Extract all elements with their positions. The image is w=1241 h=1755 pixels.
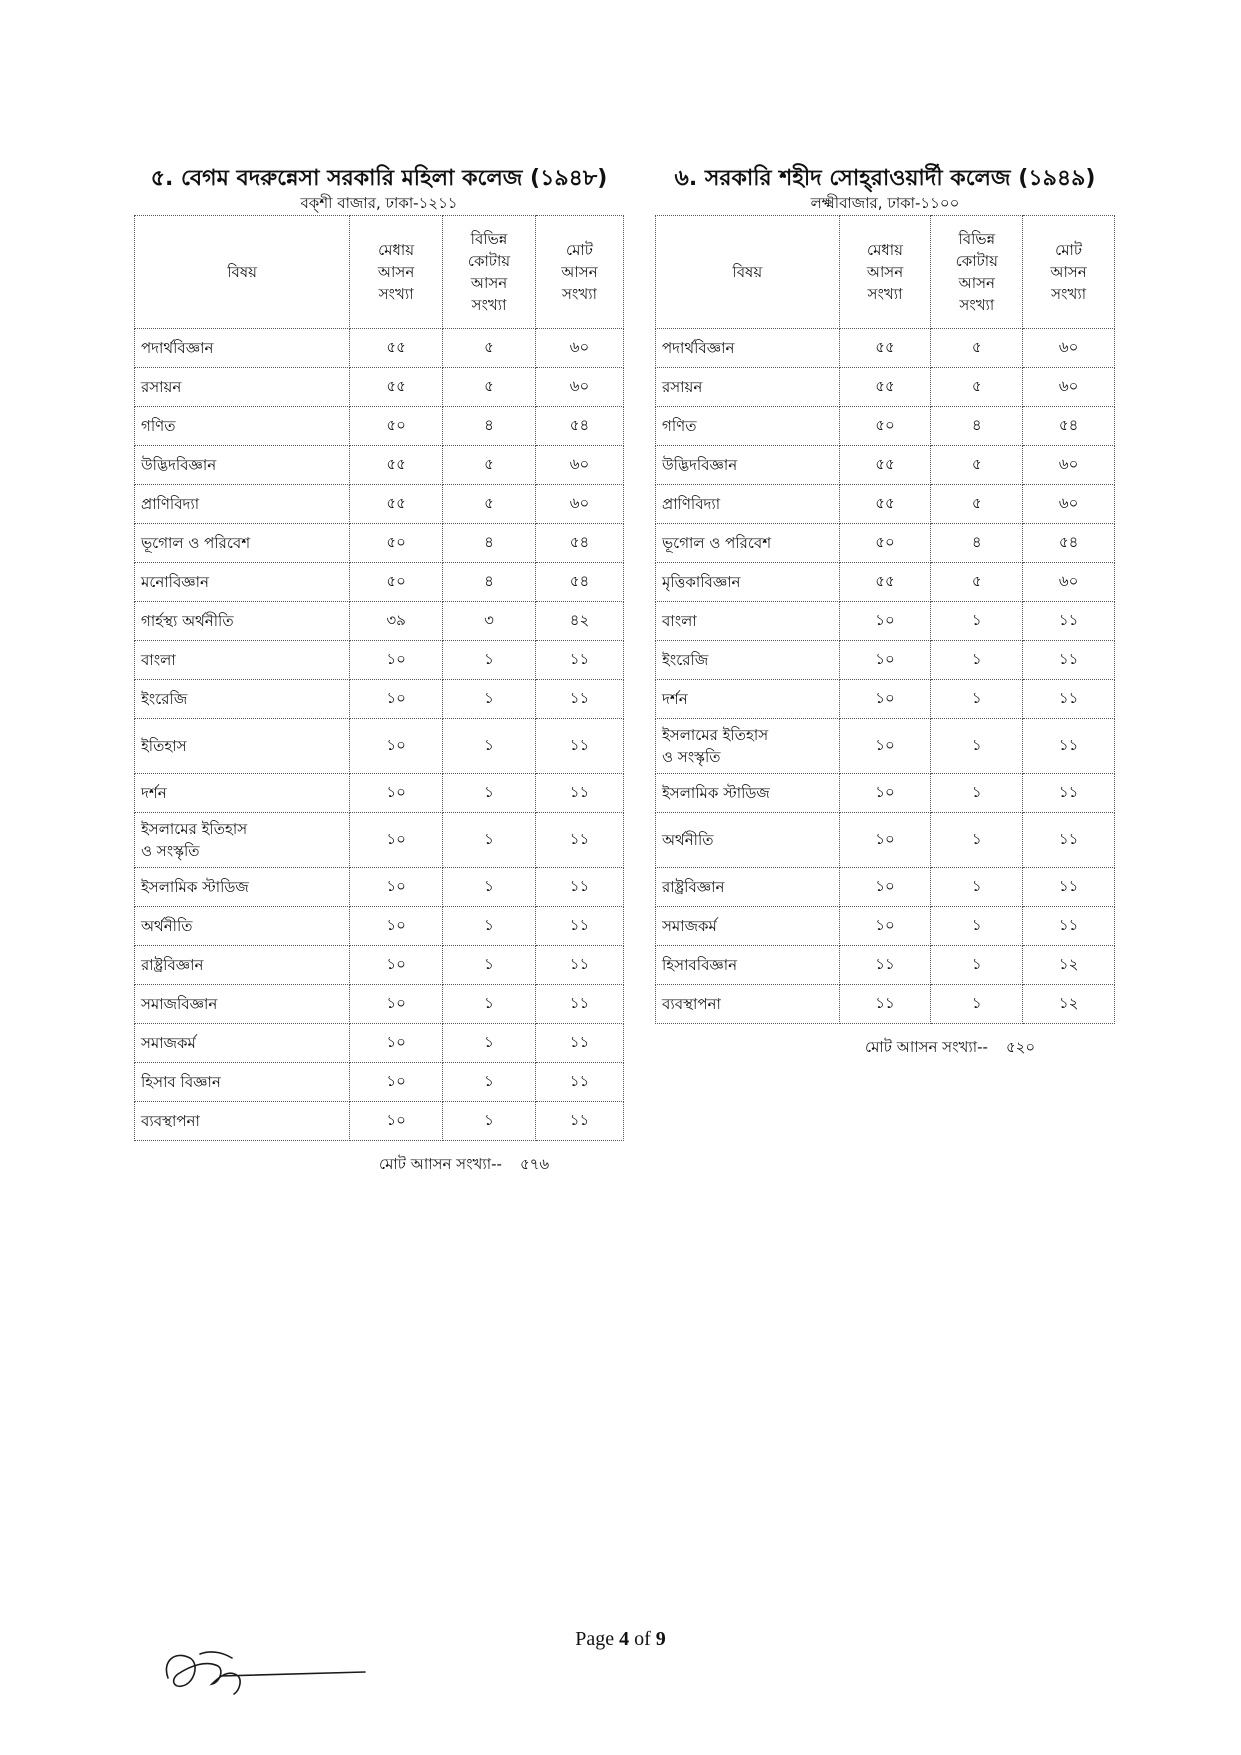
subject-cell: [135, 985, 350, 1024]
merit-seats-cell: ৫০: [350, 563, 443, 602]
subject-text: প্রাণিবিদ্যা: [141, 495, 200, 513]
total-header-line: আসন: [561, 263, 598, 281]
subject-cell: [135, 680, 350, 719]
subject-text: সমাজকর্ম: [662, 917, 717, 935]
table-row: [656, 407, 1115, 446]
total-seats-cell: ১১: [1023, 813, 1115, 868]
total-seats-cell: ১১: [535, 774, 623, 813]
subject-text: প্রাণিবিদ্যা: [662, 495, 721, 513]
total-seats-cell: ৫৪: [535, 524, 623, 563]
subject-cell: [135, 719, 350, 774]
table-row: [656, 641, 1115, 680]
total-seats-cell: ৬০: [535, 329, 623, 368]
subject-cell: [135, 602, 350, 641]
merit-seats-cell: ৫৫: [839, 329, 931, 368]
total-header-line: সংখ্যা: [1051, 285, 1087, 303]
total-seats-cell: ৪২: [535, 602, 623, 641]
total-seats-cell: ৬০: [535, 485, 623, 524]
merit-seats-cell: ৫০: [350, 407, 443, 446]
subject-text: বাংলা: [662, 612, 697, 630]
subject-cell: [135, 774, 350, 813]
footer-prefix: Page: [575, 1628, 620, 1650]
subject-header: বিষয়: [656, 216, 840, 329]
header-row: [135, 216, 624, 329]
table-row: [656, 446, 1115, 485]
quota-seats-cell: ১: [443, 946, 536, 985]
total-seats-cell: ১১: [535, 868, 623, 907]
subject-cell: [656, 774, 840, 813]
merit-seats-cell: ৫৫: [350, 329, 443, 368]
merit-seats-cell: ১০: [350, 813, 443, 868]
table-row: [135, 1063, 624, 1102]
total-seats-cell: ৬০: [1023, 368, 1115, 407]
subject-cell: [656, 868, 840, 907]
subject-text: দর্শন: [141, 784, 167, 802]
merit-seats-cell: ১০: [839, 774, 931, 813]
merit-seats-cell: ৫৫: [350, 485, 443, 524]
merit-seats-cell: ৫৫: [839, 563, 931, 602]
quota-seats-cell: ১: [931, 907, 1023, 946]
quota-header-line: কোটায়: [955, 252, 998, 270]
quota-header-line: আসন: [470, 274, 508, 292]
quota-seats-cell: ১: [931, 985, 1023, 1024]
quota-header-line: সংখ্যা: [959, 296, 995, 314]
subject-text: ও সংস্কৃতি: [662, 748, 721, 766]
merit-seats-cell: ১০: [350, 868, 443, 907]
merit-seats-cell: ১০: [350, 641, 443, 680]
merit-seats-cell: ১১: [839, 946, 931, 985]
total-seats-cell: ১১: [1023, 641, 1115, 680]
quota-header: [931, 216, 1023, 329]
total-seats-cell: ৬০: [535, 368, 623, 407]
subject-cell: [135, 563, 350, 602]
subject-text: দর্শন: [662, 690, 688, 708]
subject-cell: [135, 946, 350, 985]
merit-header-line: সংখ্যা: [378, 285, 414, 303]
total-seats-cell: ৫৪: [1023, 407, 1115, 446]
table-row: [135, 329, 624, 368]
table-row: [135, 680, 624, 719]
total-label: মোট আাসন সংখ্যা--: [379, 1155, 502, 1173]
merit-seats-cell: ৫০: [839, 524, 931, 563]
subject-text: ইসলামিক স্টাডিজ: [141, 878, 249, 896]
subject-cell: [656, 329, 840, 368]
footer-page-total: 9: [655, 1628, 666, 1650]
left-college-title: ৫. বেগম বদরুন্নেসা সরকারি মহিলা কলেজ (১৯৪৮): [150, 166, 608, 191]
quota-seats-cell: ১: [931, 774, 1023, 813]
total-seats-cell: ১১: [1023, 602, 1115, 641]
table-row: [135, 719, 624, 774]
page-footer: [0, 1628, 1241, 1651]
subject-text: গণিত: [662, 417, 697, 435]
total-seats-cell: ১১: [535, 813, 623, 868]
quota-header-line: কোটায়: [467, 252, 511, 270]
quota-header-line: আসন: [958, 274, 995, 292]
subject-cell: [656, 602, 840, 641]
subject-cell: [656, 813, 840, 868]
total-seats-cell: ৬০: [1023, 446, 1115, 485]
quota-seats-cell: ১: [443, 868, 536, 907]
table-row: [656, 985, 1115, 1024]
table-row: [135, 813, 624, 868]
right-college-address: লক্ষ্মীবাজার, ঢাকা-১১০০: [810, 194, 960, 212]
table-row: [135, 407, 624, 446]
merit-seats-cell: ১০: [350, 774, 443, 813]
header-row: [656, 216, 1115, 329]
subject-text: মনোবিজ্ঞান: [141, 573, 209, 591]
table-row: [135, 774, 624, 813]
table-row: [135, 641, 624, 680]
merit-seats-cell: ১০: [350, 985, 443, 1024]
footer-sep: of: [629, 1628, 656, 1650]
total-seats-cell: ১১: [1023, 907, 1115, 946]
subject-text: হিসাব বিজ্ঞান: [141, 1073, 221, 1091]
right-total-seats: [655, 1036, 1115, 1061]
table-row: [656, 602, 1115, 641]
merit-seats-cell: ৫৫: [350, 368, 443, 407]
merit-header-line: মেধায়: [866, 241, 903, 259]
quota-seats-cell: ৪: [443, 407, 536, 446]
subject-text: ব্যবস্থাপনা: [662, 995, 721, 1013]
total-seats-cell: ১১: [535, 1102, 623, 1141]
table-row: [135, 907, 624, 946]
table-row: [135, 868, 624, 907]
merit-seats-cell: ১০: [839, 868, 931, 907]
quota-seats-cell: ১: [443, 774, 536, 813]
total-header: [1023, 216, 1115, 329]
subject-text: সমাজকর্ম: [141, 1034, 196, 1052]
subject-cell: [135, 329, 350, 368]
merit-seats-cell: ৫০: [350, 524, 443, 563]
total-seats-cell: ১১: [1023, 719, 1115, 774]
quota-seats-cell: ১: [443, 719, 536, 774]
merit-seats-cell: ৫৫: [350, 446, 443, 485]
total-seats-cell: ১১: [1023, 680, 1115, 719]
subject-text: রাষ্ট্রবিজ্ঞান: [141, 956, 204, 974]
table-row: [656, 368, 1115, 407]
total-header-line: মোট: [1055, 241, 1083, 259]
total-seats-cell: ১১: [1023, 774, 1115, 813]
subject-cell: [656, 407, 840, 446]
right-college-title: ৬. সরকারি শহীদ সোহ্‌রাওয়ার্দী কলেজ (১৯৪৯): [674, 166, 1096, 191]
quota-seats-cell: ৩: [443, 602, 536, 641]
total-seats-cell: ১১: [535, 985, 623, 1024]
total-seats-cell: ৬০: [1023, 563, 1115, 602]
table-row: [135, 985, 624, 1024]
table-row: [656, 563, 1115, 602]
subject-text: পদার্থবিজ্ঞান: [141, 339, 214, 357]
total-seats-cell: ৫৪: [535, 407, 623, 446]
total-seats-cell: ১১: [535, 680, 623, 719]
table-row: [135, 563, 624, 602]
subject-text: অর্থনীতি: [141, 917, 193, 935]
merit-seats-cell: ১০: [350, 946, 443, 985]
subject-cell: [135, 1102, 350, 1141]
subject-text: গণিত: [141, 417, 176, 435]
subject-text: ব্যবস্থাপনা: [141, 1112, 200, 1130]
quota-seats-cell: ৫: [931, 485, 1023, 524]
quota-seats-cell: ৫: [443, 485, 536, 524]
quota-seats-cell: ১: [443, 1024, 536, 1063]
subject-text: ইংরেজি: [662, 651, 709, 669]
subject-cell: [135, 407, 350, 446]
subject-text: বাংলা: [141, 651, 176, 669]
total-seats-cell: ১১: [1023, 868, 1115, 907]
left-seat-table: [134, 215, 624, 1141]
merit-seats-cell: ৫৫: [839, 485, 931, 524]
quota-seats-cell: ১: [931, 813, 1023, 868]
subject-cell: [656, 446, 840, 485]
table-row: [135, 368, 624, 407]
merit-header-line: সংখ্যা: [867, 285, 903, 303]
subject-text: সমাজবিজ্ঞান: [141, 995, 218, 1013]
quota-header-line: বিভিন্ন: [958, 230, 996, 248]
subject-cell: [656, 485, 840, 524]
table-row: [656, 524, 1115, 563]
quota-seats-cell: ১: [931, 680, 1023, 719]
merit-seats-cell: ১০: [350, 1063, 443, 1102]
table-row: [656, 946, 1115, 985]
quota-seats-cell: ৫: [443, 446, 536, 485]
merit-header-line: আসন: [866, 263, 904, 281]
subject-cell: [135, 446, 350, 485]
merit-header: [350, 216, 443, 329]
quota-seats-cell: ৪: [443, 524, 536, 563]
total-seats-cell: ১১: [535, 1024, 623, 1063]
merit-seats-cell: ১০: [350, 907, 443, 946]
subject-text: মৃত্তিকাবিজ্ঞান: [662, 573, 741, 591]
subject-cell: [656, 985, 840, 1024]
subject-text: ইসলামের ইতিহাস: [141, 820, 248, 838]
quota-seats-cell: ৪: [931, 524, 1023, 563]
quota-seats-cell: ৪: [443, 563, 536, 602]
merit-seats-cell: ১০: [839, 719, 931, 774]
quota-seats-cell: ১: [443, 907, 536, 946]
quota-seats-cell: ১: [931, 946, 1023, 985]
subject-text: গার্হস্থ্য অর্থনীতি: [141, 612, 234, 630]
table-row: [135, 1024, 624, 1063]
merit-header-line: মেধায়: [378, 241, 415, 259]
subject-cell: [135, 1063, 350, 1102]
quota-seats-cell: ৫: [443, 368, 536, 407]
subject-text: ভূগোল ও পরিবেশ: [141, 534, 251, 552]
merit-seats-cell: ৩৯: [350, 602, 443, 641]
table-row: [135, 524, 624, 563]
merit-seats-cell: ১১: [839, 985, 931, 1024]
table-row: [135, 946, 624, 985]
subject-cell: [656, 524, 840, 563]
footer-page-number: 4: [619, 1628, 630, 1650]
table-row: [656, 907, 1115, 946]
quota-seats-cell: ৫: [931, 368, 1023, 407]
table-row: [656, 485, 1115, 524]
table-row: [135, 485, 624, 524]
merit-seats-cell: ১০: [350, 680, 443, 719]
table-row: [656, 680, 1115, 719]
left-college-section: [134, 165, 624, 1178]
subject-text: ভূগোল ও পরিবেশ: [662, 534, 772, 552]
subject-header: বিষয়: [135, 216, 350, 329]
subject-text: ইসলামিক স্টাডিজ: [662, 784, 770, 802]
total-seats-cell: ১১: [535, 719, 623, 774]
left-college-address: বক্‌শী বাজার, ঢাকা-১২১১: [300, 194, 458, 212]
quota-seats-cell: ১: [931, 719, 1023, 774]
right-seat-table: [655, 215, 1115, 1024]
subject-cell: [135, 1024, 350, 1063]
table-row: [656, 868, 1115, 907]
table-row: [656, 774, 1115, 813]
subject-cell: [135, 524, 350, 563]
subject-cell: [135, 485, 350, 524]
subject-cell: [656, 563, 840, 602]
quota-seats-cell: ১: [443, 641, 536, 680]
subject-cell: [656, 719, 840, 774]
merit-seats-cell: ১০: [839, 907, 931, 946]
subject-text: উদ্ভিদবিজ্ঞান: [662, 456, 738, 474]
quota-seats-cell: ১: [443, 1063, 536, 1102]
subject-text: হিসাববিজ্ঞান: [662, 956, 738, 974]
total-value: ৫৭৬: [519, 1155, 550, 1173]
subject-text: ইংরেজি: [141, 690, 188, 708]
subject-text: পদার্থবিজ্ঞান: [662, 339, 735, 357]
total-header-line: আসন: [1050, 263, 1087, 281]
merit-header: [839, 216, 931, 329]
total-value: ৫২০: [1005, 1038, 1036, 1056]
total-seats-cell: ১১: [535, 946, 623, 985]
subject-cell: [656, 368, 840, 407]
table-row: [135, 1102, 624, 1141]
left-total-seats: [134, 1153, 624, 1178]
total-seats-cell: ৬০: [535, 446, 623, 485]
merit-seats-cell: ৫৫: [839, 368, 931, 407]
table-row: [656, 813, 1115, 868]
total-seats-cell: ১১: [535, 641, 623, 680]
subject-cell: [135, 868, 350, 907]
total-seats-cell: ১২: [1023, 946, 1115, 985]
quota-seats-cell: ১: [443, 813, 536, 868]
subject-cell: [135, 813, 350, 868]
quota-seats-cell: ৫: [931, 329, 1023, 368]
quota-seats-cell: ১: [931, 641, 1023, 680]
merit-seats-cell: ৫৫: [839, 446, 931, 485]
quota-seats-cell: ৪: [931, 407, 1023, 446]
merit-seats-cell: ৫০: [839, 407, 931, 446]
total-seats-cell: ১২: [1023, 985, 1115, 1024]
table-row: [656, 719, 1115, 774]
table-row: [656, 329, 1115, 368]
subject-cell: [135, 368, 350, 407]
quota-seats-cell: ৫: [443, 329, 536, 368]
subject-text: অর্থনীতি: [662, 831, 714, 849]
right-college-section: [655, 165, 1115, 1061]
quota-header: [443, 216, 536, 329]
subject-cell: [656, 907, 840, 946]
quota-header-line: সংখ্যা: [471, 296, 507, 314]
merit-header-line: আসন: [377, 263, 415, 281]
total-header: [535, 216, 623, 329]
total-seats-cell: ৬০: [1023, 485, 1115, 524]
quota-seats-cell: ১: [443, 680, 536, 719]
merit-seats-cell: ১০: [839, 641, 931, 680]
total-label: মোট আাসন সংখ্যা--: [865, 1038, 988, 1056]
merit-seats-cell: ১০: [350, 1024, 443, 1063]
total-header-line: সংখ্যা: [562, 285, 597, 303]
subject-text: রাষ্ট্রবিজ্ঞান: [662, 878, 725, 896]
total-seats-cell: ৬০: [1023, 329, 1115, 368]
quota-seats-cell: ১: [443, 985, 536, 1024]
table-row: [135, 602, 624, 641]
total-seats-cell: ১১: [535, 907, 623, 946]
quota-header-line: বিভিন্ন: [470, 230, 508, 248]
subject-text: রসায়ন: [141, 378, 182, 396]
subject-text: রসায়ন: [662, 378, 703, 396]
merit-seats-cell: ১০: [839, 602, 931, 641]
quota-seats-cell: ৫: [931, 563, 1023, 602]
merit-seats-cell: ১০: [350, 719, 443, 774]
total-seats-cell: ৫৪: [535, 563, 623, 602]
subject-text: ও সংস্কৃতি: [141, 842, 200, 860]
total-seats-cell: ১১: [535, 1063, 623, 1102]
subject-cell: [656, 641, 840, 680]
subject-cell: [135, 907, 350, 946]
subject-text: ইসলামের ইতিহাস: [662, 726, 769, 744]
subject-cell: [656, 946, 840, 985]
quota-seats-cell: ৫: [931, 446, 1023, 485]
subject-text: ইতিহাস: [141, 737, 187, 755]
merit-seats-cell: ১০: [350, 1102, 443, 1141]
total-seats-cell: ৫৪: [1023, 524, 1115, 563]
table-row: [135, 446, 624, 485]
merit-seats-cell: ১০: [839, 813, 931, 868]
quota-seats-cell: ১: [931, 868, 1023, 907]
subject-cell: [656, 680, 840, 719]
total-header-line: মোট: [566, 241, 593, 259]
subject-cell: [135, 641, 350, 680]
merit-seats-cell: ১০: [839, 680, 931, 719]
subject-text: উদ্ভিদবিজ্ঞান: [141, 456, 217, 474]
quota-seats-cell: ১: [931, 602, 1023, 641]
quota-seats-cell: ১: [443, 1102, 536, 1141]
